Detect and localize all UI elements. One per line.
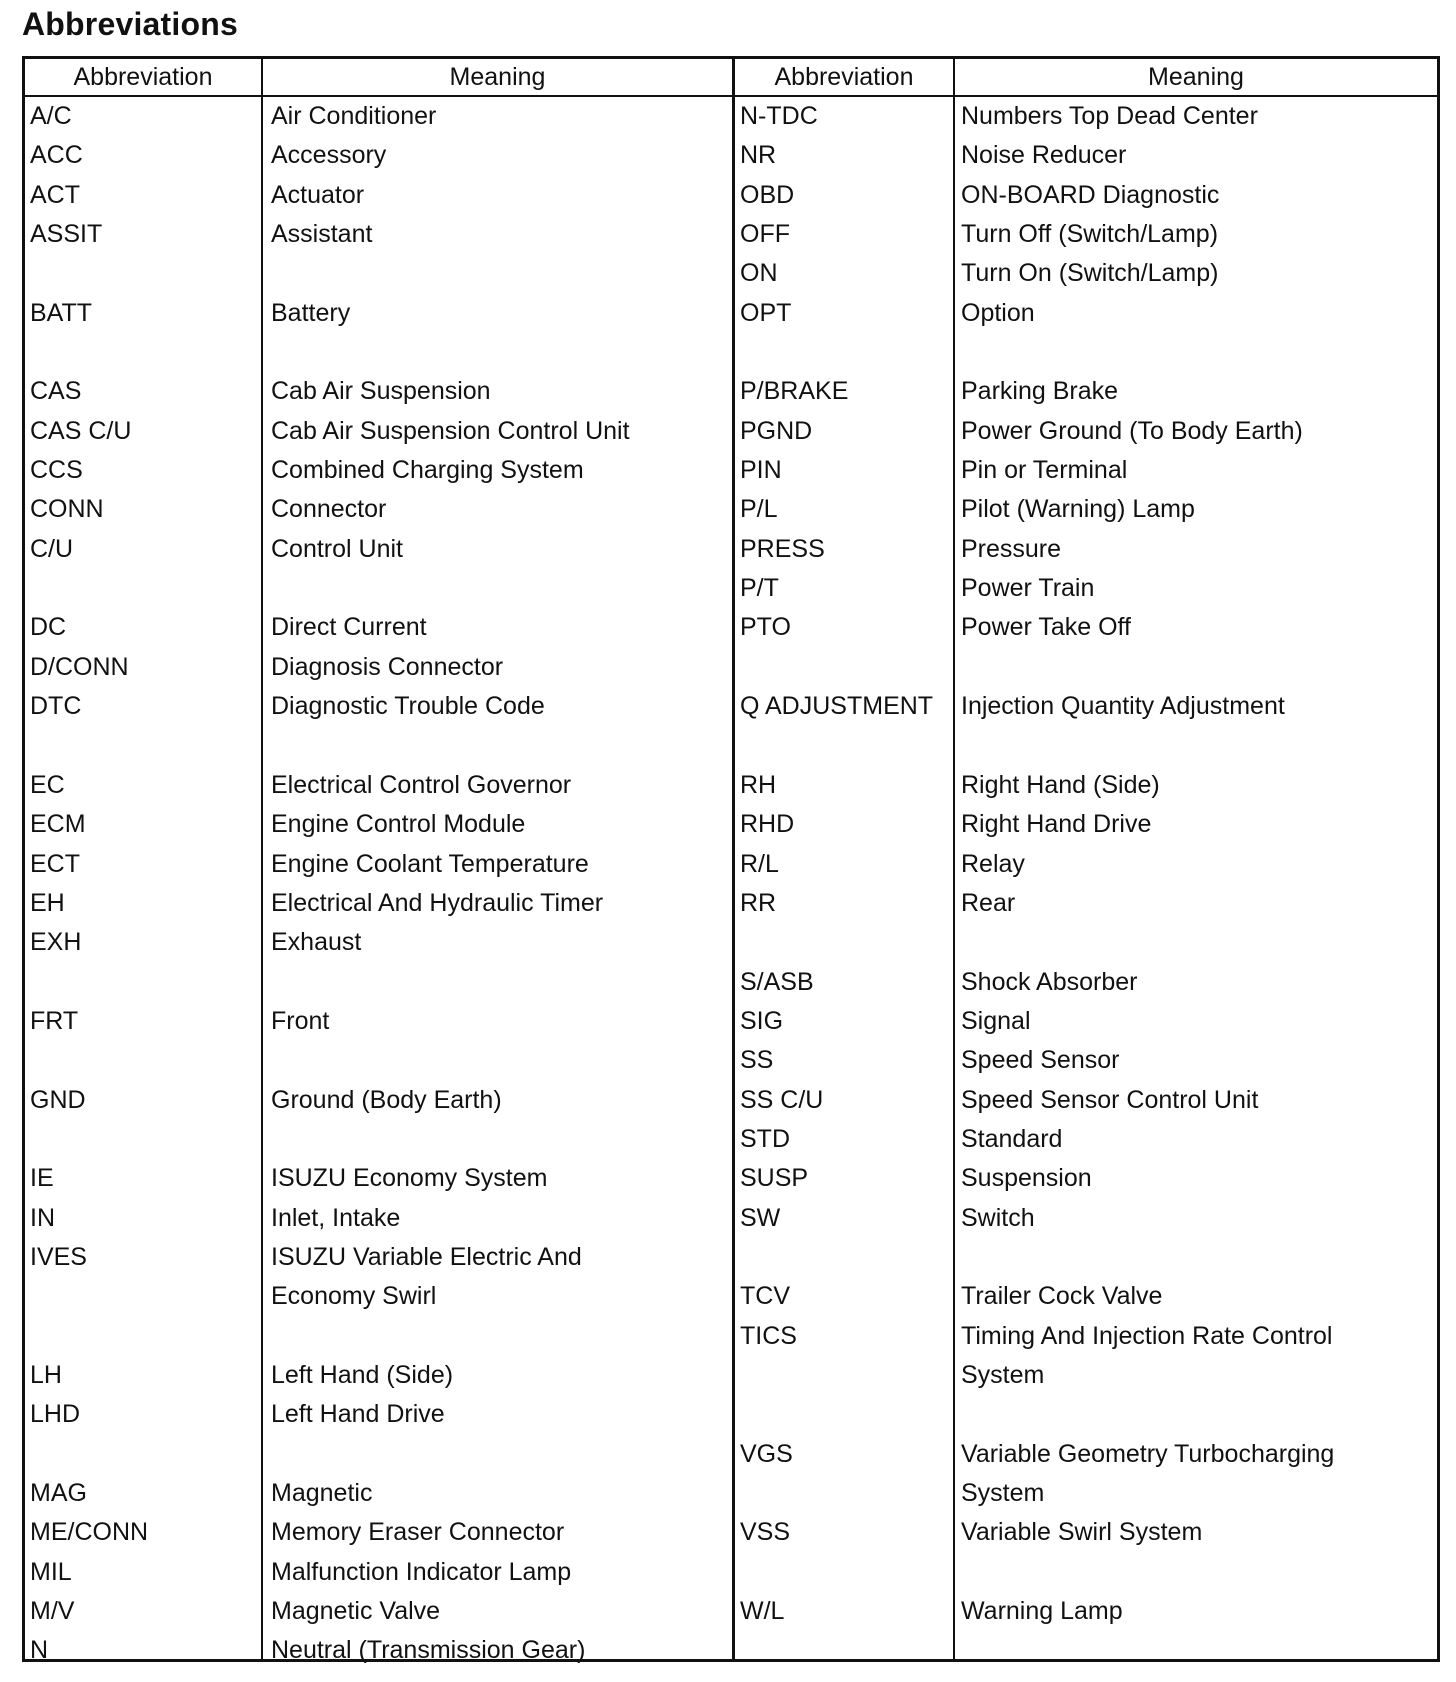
meaning-cell: ISUZU Variable Electric And	[271, 1242, 582, 1271]
meaning-cell: Numbers Top Dead Center	[961, 102, 1258, 130]
abbreviation-cell: PIN	[740, 456, 782, 485]
table-row	[25, 530, 732, 569]
meaning-cell: Warning Lamp	[961, 1597, 1123, 1626]
abbreviation-cell: EXH	[30, 928, 82, 957]
table-row	[735, 1435, 1437, 1474]
meaning-cell: Connector	[271, 495, 387, 524]
meaning-cell: ISUZU Economy System	[271, 1164, 548, 1193]
table-row	[735, 766, 1437, 805]
left-rows	[25, 97, 732, 1671]
meaning-cell: Assistant	[271, 220, 373, 249]
abbreviation-cell: S/ASB	[740, 967, 814, 996]
abbreviation-cell: EC	[30, 770, 65, 799]
meaning-cell: Speed Sensor	[961, 1046, 1120, 1075]
abbreviation-cell: N	[30, 1636, 49, 1665]
abbreviation-cell: VSS	[740, 1518, 791, 1547]
table-row	[735, 1081, 1437, 1120]
table-row	[735, 608, 1437, 647]
meaning-cell: Timing And Injection Rate Control	[961, 1321, 1333, 1350]
abbreviation-cell: CCS	[30, 456, 83, 485]
abbreviation-cell: RHD	[740, 810, 795, 839]
table-row	[25, 215, 732, 254]
meaning-cell: Air Conditioner	[271, 102, 437, 130]
table-row	[735, 805, 1437, 844]
meaning-cell: Parking Brake	[961, 377, 1119, 406]
meaning-cell: Electrical And Hydraulic Timer	[271, 888, 604, 917]
abbreviation-cell: D/CONN	[30, 652, 129, 681]
meaning-cell: Turn Off (Switch/Lamp)	[961, 220, 1219, 249]
table-row	[735, 451, 1437, 490]
abbreviation-cell: LH	[30, 1361, 62, 1389]
header-abbreviation-left: Abbreviation	[73, 63, 213, 91]
abbreviation-cell: IVES	[30, 1242, 87, 1271]
table-row	[25, 1631, 732, 1670]
meaning-cell: Right Hand (Side)	[961, 770, 1160, 799]
header-meaning-right: Meaning	[1148, 63, 1244, 91]
abbreviation-cell: ECM	[30, 810, 86, 839]
meaning-cell: Economy Swirl	[271, 1282, 437, 1311]
abbreviation-cell: OFF	[740, 220, 790, 249]
table-row	[25, 1002, 732, 1041]
table-row	[25, 1395, 732, 1434]
abbreviation-cell: N-TDC	[740, 102, 818, 130]
abbreviation-cell: PTO	[740, 613, 791, 642]
meaning-cell: Actuator	[271, 180, 365, 209]
abbreviation-cell: SIG	[740, 1006, 784, 1035]
meaning-cell: Pin or Terminal	[961, 456, 1128, 485]
table-row	[25, 884, 732, 923]
meaning-cell: Ground (Body Earth)	[271, 1085, 502, 1114]
meaning-cell: Memory Eraser Connector	[271, 1518, 565, 1547]
abbreviation-cell: IE	[30, 1164, 54, 1193]
meaning-cell: Trailer Cock Valve	[961, 1282, 1163, 1311]
abbreviation-cell: R/L	[740, 849, 779, 878]
abbreviation-cell: GND	[30, 1085, 86, 1114]
meaning-cell: Accessory	[271, 141, 387, 170]
table-row	[25, 136, 732, 175]
meaning-cell: Engine Coolant Temperature	[271, 849, 589, 878]
table-row	[25, 687, 732, 726]
meaning-cell: System	[961, 1479, 1045, 1508]
abbreviation-cell: OBD	[740, 180, 795, 209]
table-row	[735, 1002, 1437, 1041]
table-row	[735, 1277, 1437, 1316]
table-row	[25, 1041, 732, 1080]
table-row	[25, 805, 732, 844]
right-rows	[735, 97, 1437, 1671]
meaning-cell: Option	[961, 298, 1035, 327]
abbreviation-cell: LHD	[30, 1400, 81, 1429]
abbreviation-cell: BATT	[30, 298, 93, 327]
abbreviation-cell: RH	[740, 770, 777, 799]
meaning-cell: Noise Reducer	[961, 141, 1127, 170]
abbreviation-cell: DC	[30, 613, 67, 642]
abbreviation-cell: Q ADJUSTMENT	[740, 692, 934, 721]
meaning-cell: Injection Quantity Adjustment	[961, 692, 1285, 721]
abbreviation-cell: SW	[740, 1203, 781, 1232]
right-table-half	[732, 59, 1437, 1659]
table-row	[25, 1553, 732, 1592]
abbreviation-cell: ASSIT	[30, 220, 103, 249]
meaning-cell: Speed Sensor Control Unit	[961, 1085, 1259, 1114]
abbreviation-cell: STD	[740, 1124, 790, 1153]
meaning-cell: System	[961, 1361, 1045, 1389]
table-row	[735, 845, 1437, 884]
table-row	[735, 1356, 1437, 1395]
meaning-cell: Inlet, Intake	[271, 1203, 401, 1232]
abbreviation-cell: A/C	[30, 102, 72, 130]
table-row	[25, 412, 732, 451]
table-row	[25, 1474, 732, 1513]
table-row	[25, 1277, 732, 1316]
abbreviation-cell: M/V	[30, 1597, 75, 1626]
table-row	[735, 1631, 1437, 1670]
meaning-cell: Switch	[961, 1203, 1035, 1232]
meaning-cell: Standard	[961, 1124, 1063, 1153]
meaning-cell: Direct Current	[271, 613, 427, 642]
abbreviation-cell: CAS	[30, 377, 82, 406]
meaning-cell: Shock Absorber	[961, 967, 1138, 996]
abbreviation-cell: IN	[30, 1203, 55, 1232]
abbreviation-cell: ACT	[30, 180, 80, 209]
meaning-cell: Variable Geometry Turbocharging	[961, 1439, 1335, 1468]
meaning-cell: Electrical Control Governor	[271, 770, 572, 799]
header-abbreviation-right: Abbreviation	[774, 63, 914, 91]
table-row	[25, 1356, 732, 1395]
abbreviation-cell: W/L	[740, 1597, 785, 1626]
abbreviations-table	[22, 56, 1440, 1665]
table-row	[735, 136, 1437, 175]
abbreviation-cell: P/L	[740, 495, 778, 524]
abbreviation-cell: ON	[740, 259, 778, 288]
table-row	[25, 490, 732, 529]
table-row	[25, 1159, 732, 1198]
table-row	[25, 254, 732, 293]
meaning-cell: Power Train	[961, 574, 1095, 603]
abbreviation-cell: SS	[740, 1046, 774, 1075]
table-row	[25, 608, 732, 647]
meaning-cell: Neutral (Transmission Gear)	[271, 1636, 586, 1665]
abbreviation-cell: P/T	[740, 574, 779, 603]
table-row	[25, 294, 732, 333]
abbreviation-cell: DTC	[30, 692, 82, 721]
meaning-cell: Front	[271, 1006, 330, 1035]
meaning-cell: Diagnostic Trouble Code	[271, 692, 545, 721]
table-row	[25, 1238, 732, 1277]
abbreviation-cell: EH	[30, 888, 65, 917]
meaning-cell: Left Hand Drive	[271, 1400, 445, 1429]
header-meaning-left: Meaning	[449, 63, 546, 91]
table-row	[25, 1199, 732, 1238]
table-row	[735, 1199, 1437, 1238]
meaning-cell: Relay	[961, 849, 1025, 878]
meaning-cell: Control Unit	[271, 534, 403, 563]
meaning-cell: Pilot (Warning) Lamp	[961, 495, 1195, 524]
table-row	[735, 1238, 1437, 1277]
table-row	[735, 1120, 1437, 1159]
abbreviation-cell: ACC	[30, 141, 83, 170]
abbreviation-cell: NR	[740, 141, 777, 170]
meaning-cell: Cab Air Suspension Control Unit	[271, 416, 630, 445]
table-row	[25, 923, 732, 962]
meaning-cell: Signal	[961, 1006, 1031, 1035]
abbreviation-cell: CAS C/U	[30, 416, 132, 445]
meaning-cell: Magnetic	[271, 1479, 373, 1508]
table-row	[25, 963, 732, 1002]
table-row	[25, 1592, 732, 1631]
table-row	[735, 923, 1437, 962]
meaning-cell: Right Hand Drive	[961, 810, 1152, 839]
meaning-cell: Malfunction Indicator Lamp	[271, 1557, 572, 1586]
table-row	[735, 412, 1437, 451]
table-row	[25, 176, 732, 215]
abbreviation-cell: PGND	[740, 416, 813, 445]
meaning-cell: Combined Charging System	[271, 456, 584, 485]
abbreviation-cell: FRT	[30, 1006, 79, 1035]
abbreviation-cell: VGS	[740, 1439, 793, 1468]
abbreviation-cell: C/U	[30, 534, 74, 563]
abbreviation-cell: PRESS	[740, 534, 825, 563]
table-row	[25, 1513, 732, 1552]
table-row	[25, 1317, 732, 1356]
meaning-cell: Variable Swirl System	[961, 1518, 1203, 1547]
table-row	[25, 333, 732, 372]
table-row	[735, 569, 1437, 608]
abbreviation-cell: RR	[740, 888, 777, 917]
meaning-cell: Battery	[271, 298, 351, 327]
abbreviation-cell: MAG	[30, 1479, 87, 1508]
page-title: Abbreviations	[22, 6, 238, 42]
meaning-cell: Power Take Off	[961, 613, 1131, 642]
abbreviation-cell: CONN	[30, 495, 104, 524]
abbreviation-cell: MIL	[30, 1557, 72, 1586]
table-row	[735, 372, 1437, 411]
table-row	[735, 97, 1437, 136]
abbreviation-cell: TCV	[740, 1282, 790, 1311]
table-row	[25, 766, 732, 805]
meaning-cell: Suspension	[961, 1164, 1092, 1193]
table-row	[735, 294, 1437, 333]
table-row	[735, 963, 1437, 1002]
abbreviation-cell: TICS	[740, 1321, 797, 1350]
table-row	[735, 333, 1437, 372]
table-row	[25, 1120, 732, 1159]
table-row	[735, 1474, 1437, 1513]
table-row	[25, 372, 732, 411]
abbreviation-cell: ME/CONN	[30, 1518, 149, 1547]
meaning-cell: Turn On (Switch/Lamp)	[961, 259, 1219, 288]
table-row	[735, 1592, 1437, 1631]
meaning-cell: Magnetic Valve	[271, 1597, 441, 1626]
meaning-cell: Engine Control Module	[271, 810, 526, 839]
table-row	[735, 1553, 1437, 1592]
meaning-cell: ON-BOARD Diagnostic	[961, 180, 1220, 209]
table-row	[735, 1159, 1437, 1198]
table-row	[735, 176, 1437, 215]
meaning-cell: Cab Air Suspension	[271, 377, 491, 406]
abbreviation-cell: SS C/U	[740, 1085, 824, 1114]
table-row	[735, 1513, 1437, 1552]
abbreviation-cell: P/BRAKE	[740, 377, 849, 406]
table-row	[25, 845, 732, 884]
table-row	[25, 1435, 732, 1474]
table-row	[735, 1395, 1437, 1434]
meaning-cell: Exhaust	[271, 928, 362, 957]
table-row	[25, 569, 732, 608]
table-row	[735, 648, 1437, 687]
table-row	[735, 1041, 1437, 1080]
meaning-cell: Power Ground (To Body Earth)	[961, 416, 1303, 445]
table-row	[735, 1317, 1437, 1356]
table-row	[25, 648, 732, 687]
meaning-cell: Pressure	[961, 534, 1062, 563]
meaning-cell: Diagnosis Connector	[271, 652, 504, 681]
meaning-cell: Rear	[961, 888, 1016, 917]
meaning-cell: Left Hand (Side)	[271, 1361, 454, 1389]
abbreviation-cell: OPT	[740, 298, 792, 327]
table-row	[735, 215, 1437, 254]
table-row	[25, 727, 732, 766]
table-row	[25, 97, 732, 136]
left-table-half	[25, 59, 732, 1665]
table-row	[735, 884, 1437, 923]
table-row	[735, 490, 1437, 529]
table-row	[735, 687, 1437, 726]
table-row	[735, 530, 1437, 569]
table-row	[735, 727, 1437, 766]
table-row	[735, 254, 1437, 293]
abbreviation-cell: ECT	[30, 849, 80, 878]
table-row	[25, 451, 732, 490]
abbreviation-cell: SUSP	[740, 1164, 809, 1193]
table-row	[25, 1081, 732, 1120]
